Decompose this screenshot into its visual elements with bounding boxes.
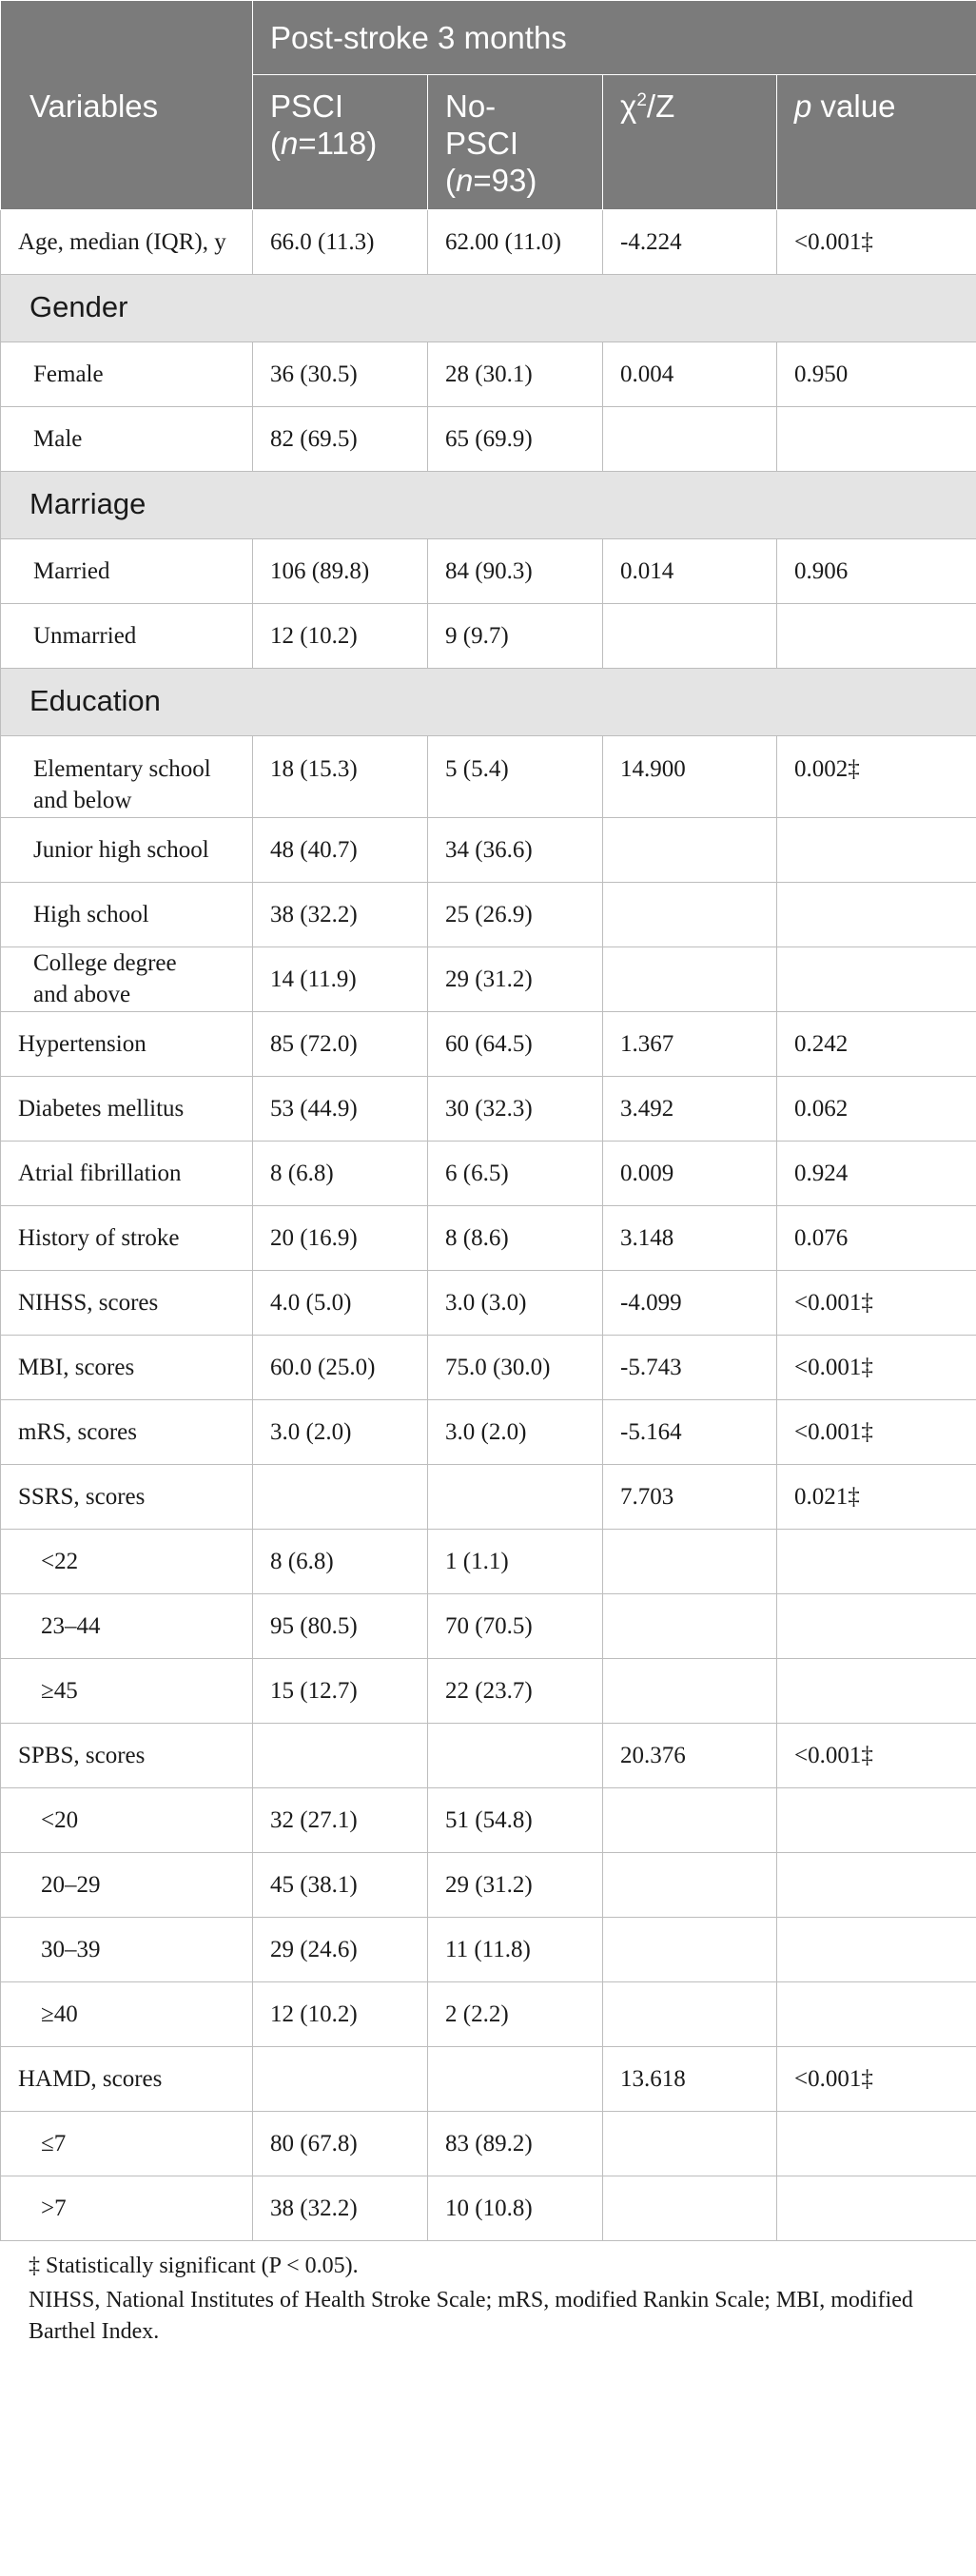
cell-variable: SPBS, scores	[1, 1723, 253, 1787]
cell-p-value: 0.002‡	[777, 735, 976, 817]
cell-psci: 53 (44.9)	[253, 1076, 428, 1141]
cell-nopsci: 9 (9.7)	[428, 603, 603, 668]
table-row	[1, 342, 976, 406]
cell-psci: 106 (89.8)	[253, 538, 428, 603]
cell-variable: Elementary school and below	[1, 735, 253, 817]
cell-statistic	[603, 882, 777, 946]
cell-nopsci: 28 (30.1)	[428, 342, 603, 406]
cell-p-value: 0.924	[777, 1141, 976, 1205]
table-row	[1, 1141, 976, 1205]
cell-p-value: <0.001‡	[777, 1399, 976, 1464]
cell-p-value	[777, 1981, 976, 2046]
cell-statistic: -5.743	[603, 1335, 777, 1399]
cell-p-value: 0.242	[777, 1011, 976, 1076]
cell-nopsci	[428, 1723, 603, 1787]
cell-variable: 23–44	[1, 1593, 253, 1658]
cell-variable: NIHSS, scores	[1, 1270, 253, 1335]
cell-nopsci: 3.0 (2.0)	[428, 1399, 603, 1464]
cell-variable: MBI, scores	[1, 1335, 253, 1399]
cell-p-value	[777, 1787, 976, 1852]
cell-variable: History of stroke	[1, 1205, 253, 1270]
cell-p-value	[777, 1593, 976, 1658]
cell-nopsci: 65 (69.9)	[428, 406, 603, 471]
cell-p-value: <0.001‡	[777, 209, 976, 274]
cell-p-value	[777, 603, 976, 668]
header-nopsci: No- PSCI (n=93)	[428, 74, 603, 209]
cell-psci: 20 (16.9)	[253, 1205, 428, 1270]
cell-statistic: 14.900	[603, 735, 777, 817]
cell-variable: 30–39	[1, 1917, 253, 1981]
cell-psci: 12 (10.2)	[253, 603, 428, 668]
table-row	[1, 1529, 976, 1593]
cell-variable: Atrial fibrillation	[1, 1141, 253, 1205]
table-row	[1, 2046, 976, 2111]
cell-psci: 60.0 (25.0)	[253, 1335, 428, 1399]
cell-variable: HAMD, scores	[1, 2046, 253, 2111]
table-row	[1, 1076, 976, 1141]
cell-statistic	[603, 2111, 777, 2176]
cell-psci: 14 (11.9)	[253, 946, 428, 1011]
cell-nopsci	[428, 2046, 603, 2111]
table-row	[1, 735, 976, 817]
section-label: Education	[1, 668, 976, 735]
cell-statistic: 0.014	[603, 538, 777, 603]
cell-nopsci	[428, 1464, 603, 1529]
cell-nopsci: 6 (6.5)	[428, 1141, 603, 1205]
table-row	[1, 1205, 976, 1270]
cell-variable: <20	[1, 1787, 253, 1852]
cell-psci: 4.0 (5.0)	[253, 1270, 428, 1335]
table-row	[1, 1658, 976, 1723]
cell-nopsci: 3.0 (3.0)	[428, 1270, 603, 1335]
cell-psci: 18 (15.3)	[253, 735, 428, 817]
cell-statistic	[603, 1787, 777, 1852]
cell-statistic: -4.224	[603, 209, 777, 274]
table-row	[1, 2111, 976, 2176]
header-group: Post-stroke 3 months	[253, 1, 976, 75]
cell-p-value	[777, 946, 976, 1011]
cell-p-value: 0.076	[777, 1205, 976, 1270]
cell-variable: <22	[1, 1529, 253, 1593]
table-row	[1, 1787, 976, 1852]
cell-p-value: <0.001‡	[777, 1270, 976, 1335]
table-row	[1, 1335, 976, 1399]
cell-psci: 48 (40.7)	[253, 817, 428, 882]
section-label: Gender	[1, 274, 976, 342]
cell-nopsci: 29 (31.2)	[428, 946, 603, 1011]
cell-p-value	[777, 817, 976, 882]
cell-statistic: 20.376	[603, 1723, 777, 1787]
table-row	[1, 603, 976, 668]
cell-nopsci: 62.00 (11.0)	[428, 209, 603, 274]
cell-p-value	[777, 1658, 976, 1723]
cell-statistic: 13.618	[603, 2046, 777, 2111]
cell-nopsci: 60 (64.5)	[428, 1011, 603, 1076]
cell-variable: Female	[1, 342, 253, 406]
cell-psci: 32 (27.1)	[253, 1787, 428, 1852]
cell-statistic	[603, 1852, 777, 1917]
cell-variable: mRS, scores	[1, 1399, 253, 1464]
table-row	[1, 1723, 976, 1787]
table-row	[1, 1981, 976, 2046]
table-row	[1, 209, 976, 274]
table-row	[1, 882, 976, 946]
cell-p-value	[777, 1852, 976, 1917]
cell-psci: 82 (69.5)	[253, 406, 428, 471]
header-statistic: $\chi^2/Z$	[603, 74, 777, 209]
cell-statistic	[603, 1917, 777, 1981]
cell-p-value: 0.950	[777, 342, 976, 406]
cell-psci: 36 (30.5)	[253, 342, 428, 406]
cell-nopsci: 84 (90.3)	[428, 538, 603, 603]
cell-statistic	[603, 1529, 777, 1593]
cell-psci: 12 (10.2)	[253, 1981, 428, 2046]
cell-p-value: <0.001‡	[777, 1723, 976, 1787]
section-row	[1, 471, 976, 538]
cell-psci	[253, 1723, 428, 1787]
cell-nopsci: 83 (89.2)	[428, 2111, 603, 2176]
cell-psci	[253, 1464, 428, 1529]
cell-statistic	[603, 2176, 777, 2240]
table-row	[1, 817, 976, 882]
cell-variable: Junior high school	[1, 817, 253, 882]
cell-nopsci: 70 (70.5)	[428, 1593, 603, 1658]
table-row	[1, 946, 976, 1011]
cell-nopsci: 75.0 (30.0)	[428, 1335, 603, 1399]
cell-p-value: <0.001‡	[777, 1335, 976, 1399]
table-row	[1, 1011, 976, 1076]
header-variables: Variables	[1, 1, 253, 210]
cell-statistic: 0.009	[603, 1141, 777, 1205]
cell-variable: High school	[1, 882, 253, 946]
cell-variable: Married	[1, 538, 253, 603]
cell-variable: ≥40	[1, 1981, 253, 2046]
cell-p-value: <0.001‡	[777, 2046, 976, 2111]
cell-nopsci: 11 (11.8)	[428, 1917, 603, 1981]
cell-nopsci: 10 (10.8)	[428, 2176, 603, 2240]
cell-nopsci: 22 (23.7)	[428, 1658, 603, 1723]
cell-psci: 8 (6.8)	[253, 1141, 428, 1205]
cell-variable: ≥45	[1, 1658, 253, 1723]
table-row	[1, 1852, 976, 1917]
cell-psci: 38 (32.2)	[253, 882, 428, 946]
cell-p-value: 0.021‡	[777, 1464, 976, 1529]
cell-variable: Diabetes mellitus	[1, 1076, 253, 1141]
cell-psci: 66.0 (11.3)	[253, 209, 428, 274]
header-p-value: p value	[777, 74, 976, 209]
section-row	[1, 274, 976, 342]
cell-statistic: -4.099	[603, 1270, 777, 1335]
cell-statistic	[603, 406, 777, 471]
table-header	[1, 1, 976, 210]
table-row	[1, 1399, 976, 1464]
table-row	[1, 1917, 976, 1981]
cell-statistic: 0.004	[603, 342, 777, 406]
cell-variable: Male	[1, 406, 253, 471]
cell-p-value: 0.062	[777, 1076, 976, 1141]
cell-p-value	[777, 406, 976, 471]
cell-variable: College degree and above	[1, 946, 253, 1011]
cell-statistic: -5.164	[603, 1399, 777, 1464]
cell-statistic	[603, 946, 777, 1011]
cell-statistic	[603, 817, 777, 882]
cell-nopsci: 8 (8.6)	[428, 1205, 603, 1270]
cell-variable: Hypertension	[1, 1011, 253, 1076]
cell-psci: 38 (32.2)	[253, 2176, 428, 2240]
cell-nopsci: 29 (31.2)	[428, 1852, 603, 1917]
table-row	[1, 538, 976, 603]
cell-statistic	[603, 1593, 777, 1658]
cell-variable: Unmarried	[1, 603, 253, 668]
cell-statistic: 3.148	[603, 1205, 777, 1270]
section-label: Marriage	[1, 471, 976, 538]
cell-p-value	[777, 1529, 976, 1593]
cell-statistic	[603, 1981, 777, 2046]
table-row	[1, 1593, 976, 1658]
cell-nopsci: 1 (1.1)	[428, 1529, 603, 1593]
table-row	[1, 1270, 976, 1335]
cell-psci: 29 (24.6)	[253, 1917, 428, 1981]
table-body	[1, 209, 976, 2240]
table-row	[1, 406, 976, 471]
cell-nopsci: 5 (5.4)	[428, 735, 603, 817]
cell-psci	[253, 2046, 428, 2111]
cell-p-value	[777, 2111, 976, 2176]
table-row	[1, 1464, 976, 1529]
table-footnotes	[0, 2241, 976, 2348]
cell-p-value	[777, 1917, 976, 1981]
cell-nopsci: 51 (54.8)	[428, 1787, 603, 1852]
cell-psci: 15 (12.7)	[253, 1658, 428, 1723]
cell-nopsci: 30 (32.3)	[428, 1076, 603, 1141]
cell-variable: ≤7	[1, 2111, 253, 2176]
cell-psci: 95 (80.5)	[253, 1593, 428, 1658]
footnote-significance: ‡ Statistically significant (P < 0.05).	[29, 2253, 359, 2278]
cell-statistic: 7.703	[603, 1464, 777, 1529]
table-row	[1, 2176, 976, 2240]
cell-statistic: 3.492	[603, 1076, 777, 1141]
cell-psci: 8 (6.8)	[253, 1529, 428, 1593]
cell-variable: SSRS, scores	[1, 1464, 253, 1529]
header-psci-name: PSCI	[270, 88, 344, 124]
cell-variable: Age, median (IQR), y	[1, 209, 253, 274]
cell-p-value	[777, 882, 976, 946]
cell-nopsci: 25 (26.9)	[428, 882, 603, 946]
cell-psci: 3.0 (2.0)	[253, 1399, 428, 1464]
cell-nopsci: 2 (2.2)	[428, 1981, 603, 2046]
cell-nopsci: 34 (36.6)	[428, 817, 603, 882]
cell-statistic: 1.367	[603, 1011, 777, 1076]
cell-statistic	[603, 603, 777, 668]
cell-variable: 20–29	[1, 1852, 253, 1917]
cell-p-value: 0.906	[777, 538, 976, 603]
header-psci: PSCI (n=118)	[253, 74, 428, 209]
cell-variable: >7	[1, 2176, 253, 2240]
cell-psci: 80 (67.8)	[253, 2111, 428, 2176]
cell-psci: 45 (38.1)	[253, 1852, 428, 1917]
cell-p-value	[777, 2176, 976, 2240]
footnote-abbreviations: NIHSS, National Institutes of Health Stroke Scale; mRS, modified Rankin Scale; MBI, modified Barthel Index.	[29, 2288, 913, 2344]
cell-statistic	[603, 1658, 777, 1723]
cell-psci: 85 (72.0)	[253, 1011, 428, 1076]
section-row	[1, 668, 976, 735]
